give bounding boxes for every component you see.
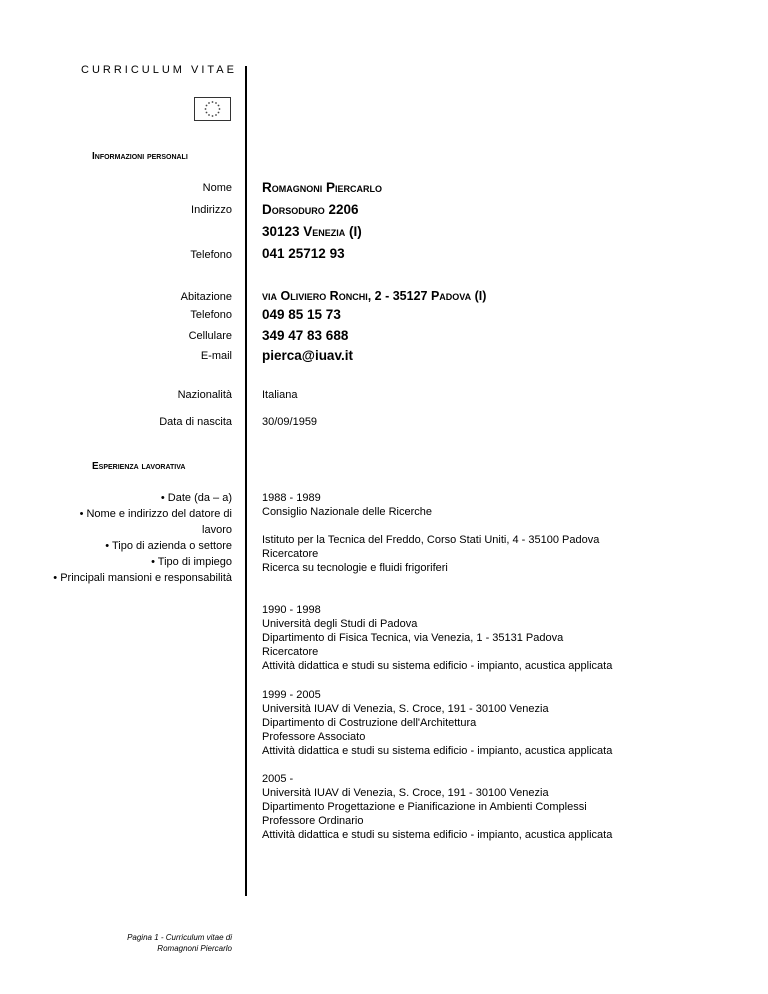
value-indirizzo-2: 30123 Venezia (I) xyxy=(262,224,362,239)
section-personal: Informazioni personali xyxy=(92,151,188,162)
job-line: 2005 - xyxy=(262,773,294,785)
label-telefono: Telefono xyxy=(190,249,232,261)
footer-line-2: Romagnoni Piercarlo xyxy=(157,944,232,953)
job-line: Dipartimento Progettazione e Pianificazione in Ambienti Complessi xyxy=(262,801,587,813)
job-line: 1999 - 2005 xyxy=(262,689,321,701)
eu-flag-icon xyxy=(194,97,231,121)
job-line: Università IUAV di Venezia, S. Croce, 191 - 30100 Venezia xyxy=(262,703,549,715)
job-line: Università degli Studi di Padova xyxy=(262,618,418,630)
job-line: Professore Ordinario xyxy=(262,815,364,827)
label-indirizzo: Indirizzo xyxy=(191,204,232,216)
job-line: 1990 - 1998 xyxy=(262,604,321,616)
job-line: Dipartimento di Fisica Tecnica, via Venezia, 1 - 35131 Padova xyxy=(262,632,564,644)
label-telefono2: Telefono xyxy=(190,309,232,321)
job-line: Attività didattica e studi su sistema edificio - impianto, acustica applicata xyxy=(262,745,613,757)
job-line: Università IUAV di Venezia, S. Croce, 191 - 30100 Venezia xyxy=(262,787,549,799)
label-abitazione: Abitazione xyxy=(180,291,232,303)
value-indirizzo-1: Dorsoduro 2206 xyxy=(262,202,359,217)
value-cellulare: 349 47 83 688 xyxy=(262,328,349,343)
job-line: Ricercatore xyxy=(262,548,319,560)
value-telefono2: 049 85 15 73 xyxy=(262,307,341,322)
footer-line-1: Pagina 1 - Curriculum vitae di xyxy=(127,933,232,942)
value-abitazione: via Oliviero Ronchi, 2 - 35127 Padova (I) xyxy=(262,289,487,303)
job-entry xyxy=(262,772,612,842)
label-nazionalita: Nazionalità xyxy=(177,389,232,401)
job-entry xyxy=(262,603,612,673)
label-email: E-mail xyxy=(200,350,232,362)
label-sector: • Tipo di azienda o settore xyxy=(105,540,232,552)
section-work: Esperienza lavorativa xyxy=(92,461,186,472)
label-nascita: Data di nascita xyxy=(159,416,232,428)
job-line: Ricerca su tecnologie e fluidi frigoriferi xyxy=(262,562,448,574)
cv-title: CURRICULUM VITAE xyxy=(81,64,237,76)
value-telefono: 041 25712 93 xyxy=(262,246,345,261)
job-line: Attività didattica e studi su sistema edificio - impianto, acustica applicata xyxy=(262,829,613,841)
column-divider xyxy=(245,66,247,896)
job-entry xyxy=(262,688,612,758)
label-employer-2: lavoro xyxy=(202,524,232,536)
job-line: Professore Associato xyxy=(262,731,366,743)
label-date: • Date (da – a) xyxy=(160,492,232,504)
job-line: Dipartimento di Costruzione dell'Architettura xyxy=(262,717,477,729)
job-line: Attività didattica e studi su sistema edificio - impianto, acustica applicata xyxy=(262,660,613,672)
value-nome: Romagnoni Piercarlo xyxy=(262,180,383,195)
job-line: Istituto per la Tecnica del Freddo, Corso Stati Uniti, 4 - 35100 Padova xyxy=(262,534,600,546)
value-nascita: 30/09/1959 xyxy=(262,416,318,428)
label-job-type: • Tipo di impiego xyxy=(151,556,232,568)
label-duties: • Principali mansioni e responsabilità xyxy=(53,572,232,584)
label-employer-1: • Nome e indirizzo del datore di xyxy=(79,508,232,520)
label-cellulare: Cellulare xyxy=(188,330,232,342)
job-line: Ricercatore xyxy=(262,646,319,658)
job-line: Consiglio Nazionale delle Ricerche xyxy=(262,506,432,518)
label-nome: Nome xyxy=(202,182,232,194)
job-entry xyxy=(262,491,599,575)
page-footer xyxy=(0,932,232,954)
value-nazionalita: Italiana xyxy=(262,389,298,401)
value-email[interactable]: pierca@iuav.it xyxy=(262,348,353,363)
job-line: 1988 - 1989 xyxy=(262,492,321,504)
